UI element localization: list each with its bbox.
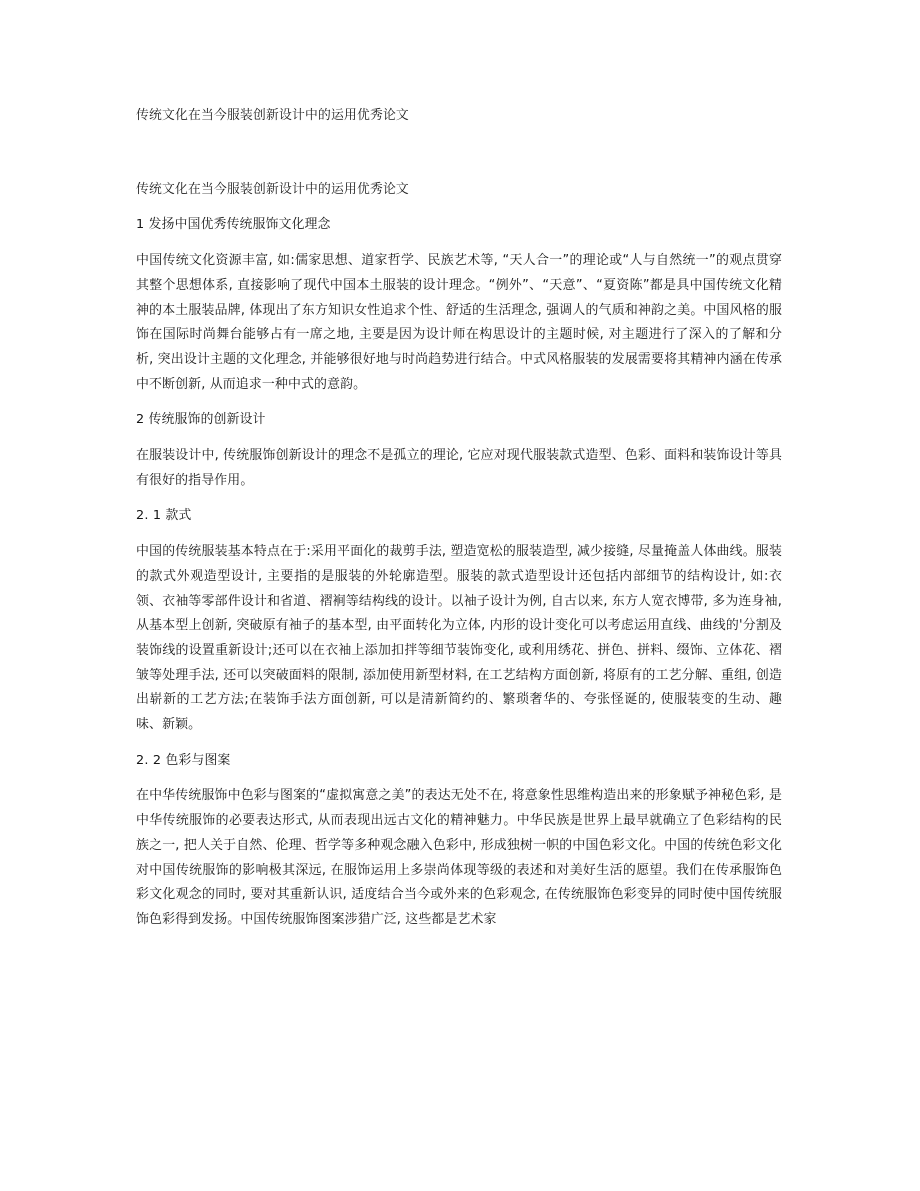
page-title: 传统文化在当今服装创新设计中的运用优秀论文: [136, 108, 409, 123]
section-1-paragraph-1: 中国传统文化资源丰富, 如:儒家思想、道家哲学、民族艺术等, “天人合一”的理论或“人与自然统一”的观点贯穿其整个思想体系, 直接影响了现代中国本土服装的设计理念。“例外”、“天意”、“夏资陈”都是具中国传统文化精神的本土服装品牌, 体现出了东方知识女性追求个性、舒适的生活理念, 强调人的气质和神韵之美。中国风格的服饰在国际时尚舞台能够占有一席之地, 主要是因为设计师在构思设计的主题时候, 对主题进行了深入的了解和分析, 突出设计主题的文化理念, 并能够很好地与时尚趋势进行结合。中式风格服装的发展需要将其精神内涵在传承中不断创新, 从而追求一种中式的意韵。: [136, 253, 782, 392]
section-heading-2: 2 传统服饰的创新设计: [136, 412, 266, 428]
title-spacer: [136, 129, 782, 178]
sub-heading-2-2: 2. 2 色彩与图案: [136, 752, 231, 768]
sub-heading-2-1: 2. 1 款式: [136, 508, 192, 524]
repeated-document-title: 传统文化在当今服装创新设计中的运用优秀论文: [136, 181, 409, 197]
section-2-1-paragraph-1: 中国的传统服装基本特点在于:采用平面化的裁剪手法, 塑造宽松的服装造型, 减少接缝, 尽量掩盖人体曲线。服装的款式外观造型设计, 主要指的是服装的外轮廓造型。服装的款式造型设计还包括内部细节的结构设计, 如:衣领、衣袖等零部件设计和省道、褶裥等结构线的设计。以袖子设计为例, 自古以来, 东方人宽衣博带, 多为连身袖, 从基本型上创新, 突破原有袖子的基本型, 由平面转化为立体, 内形的设计变化可以考虑运用直线、曲线的'分割及装饰线的设置重新设计;还可以在衣袖上添加扣拌等细节装饰变化, 或利用绣花、拼色、拼料、缀饰、立体花、褶皱等处理手法, 还可以突破面料的限制, 添加使用新型材料, 在工艺结构方面创新, 将原有的工艺分解、重组, 创造出崭新的工艺方法;在装饰手法方面创新, 可以是清新简约的、繁琐奢华的、夸张怪诞的, 使服装变的生动、趣味、新颖。: [136, 544, 782, 733]
document-content: [136, 104, 782, 933]
section-heading-1: 1 发扬中国优秀传统服饰文化理念: [136, 217, 331, 233]
section-2-paragraph-1: 在服装设计中, 传统服饰创新设计的理念不是孤立的理论, 它应对现代服装款式造型、色彩、面料和装饰设计等具有很好的指导作用。: [136, 448, 782, 488]
section-2-2-paragraph-1: 在中华传统服饰中色彩与图案的“虚拟寓意之美”的表达无处不在, 将意象性思维构造出来的形象赋予神秘色彩, 是中华传统服饰的必要表达形式, 从而表现出远古文化的精神魅力。中华民族是世界上最早就确立了色彩结构的民族之一, 把人关于自然、伦理、哲学等多种观念融入色彩中, 形成独树一帜的中国色彩文化。中国的传统色彩文化对中国传统服饰的影响极其深远, 在服饰运用上多崇尚体现等级的表述和对美好生活的愿望。我们在传承服饰色彩文化观念的同时, 要对其重新认识, 适度结合当今或外来的色彩观念, 在传统服饰色彩变异的同时使中国传统服饰色彩得到发扬。中国传统服饰图案涉猎广泛, 这些都是艺术家: [136, 788, 782, 927]
